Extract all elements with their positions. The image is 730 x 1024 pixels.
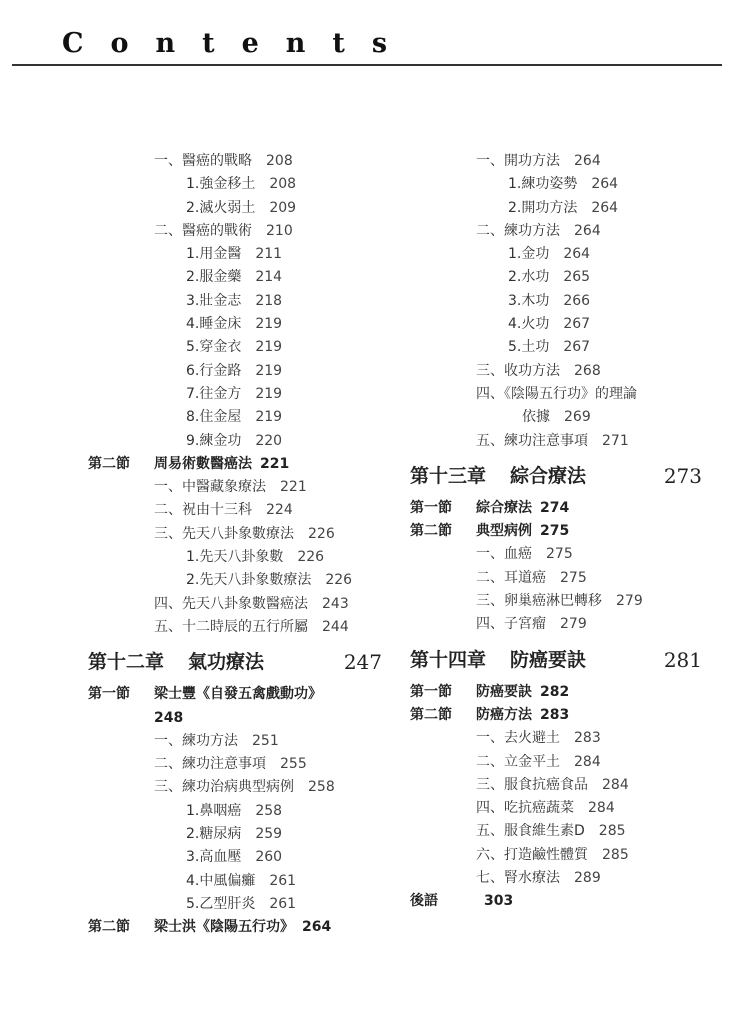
subitem-entry xyxy=(410,173,710,196)
entry-page: 275 xyxy=(560,569,587,586)
section-entry xyxy=(88,916,390,939)
entry-page: 218 xyxy=(255,292,283,309)
entry-title: 2.糖尿病 xyxy=(186,826,242,843)
entry-title: 一、去火避土 xyxy=(476,730,560,747)
entry-title: 三、服食抗癌食品 xyxy=(476,776,588,793)
entry-title: 一、血癌 xyxy=(476,546,532,563)
entry-page: 284 xyxy=(574,753,601,770)
section-label: 第二節 xyxy=(410,523,452,540)
section-title: 防癌方法 xyxy=(476,706,532,723)
entry-title: 2.滅火弱土 xyxy=(186,199,256,216)
section-label: 第一節 xyxy=(410,683,452,700)
item-entry xyxy=(410,150,710,173)
entry-page: 224 xyxy=(266,502,293,519)
entry-page: 265 xyxy=(563,269,591,286)
entry-page: 210 xyxy=(266,222,293,239)
entry-page: 258 xyxy=(255,802,283,819)
subitem-entry xyxy=(88,546,390,569)
entry-page: 285 xyxy=(598,823,626,840)
section-page: 221 xyxy=(260,455,290,472)
heading-rule xyxy=(12,64,722,66)
entry-page: 264 xyxy=(591,199,619,216)
section-label: 第一節 xyxy=(88,686,130,703)
item-entry xyxy=(410,867,710,890)
entry-page: 264 xyxy=(591,176,619,193)
entry-title: 1.鼻咽癌 xyxy=(186,802,242,819)
entry-title: 一、開功方法 xyxy=(476,153,560,169)
entry-title: 四、吃抗癌蔬菜 xyxy=(476,800,574,817)
entry-page: 267 xyxy=(563,339,591,356)
section-page: 248 xyxy=(154,709,184,726)
entry-title: 三、練功治病典型病例 xyxy=(154,779,294,796)
item-entry xyxy=(410,751,710,774)
entry-title: 1.強金移土 xyxy=(186,176,256,193)
entry-title: 五、練功注意事項 xyxy=(476,432,588,449)
subitem-entry xyxy=(88,823,390,846)
entry-page: 271 xyxy=(602,432,629,449)
entry-title: 2.服金藥 xyxy=(186,269,242,286)
item-entry xyxy=(410,567,710,590)
entry-title: 二、立金平土 xyxy=(476,753,560,770)
subitem-entry xyxy=(410,266,710,289)
item-entry xyxy=(88,753,390,776)
entry-page: 219 xyxy=(255,362,283,379)
entry-title: 4.睡金床 xyxy=(186,316,242,333)
entry-title: 一、練功方法 xyxy=(154,732,238,749)
chapter-label: 第十二章 xyxy=(88,651,165,674)
chapter-label: 第十三章 xyxy=(410,464,487,487)
subitem-entry xyxy=(88,336,390,359)
entry-page: 266 xyxy=(563,292,591,309)
section-label: 後語 xyxy=(410,893,438,910)
entry-page: 214 xyxy=(255,269,283,286)
subitem-entry xyxy=(88,870,390,893)
subitem-entry xyxy=(410,336,710,359)
entry-title: 6.行金路 xyxy=(186,362,242,379)
subitem-entry xyxy=(88,173,390,196)
chapter-heading xyxy=(410,459,710,493)
item-entry xyxy=(88,616,390,639)
subitem-entry xyxy=(88,430,390,453)
toc-right-column xyxy=(410,150,710,914)
subitem-entry xyxy=(88,383,390,406)
entry-page: 285 xyxy=(602,846,629,863)
entry-title: 二、祝由十三科 xyxy=(154,502,252,519)
entry-title: 2.開功方法 xyxy=(508,199,578,216)
item-entry xyxy=(88,499,390,522)
subitem-entry xyxy=(410,290,710,313)
item-entry xyxy=(410,543,710,566)
entry-title: 四、先天八卦象數醫癌法 xyxy=(154,595,308,612)
section-label: 第二節 xyxy=(410,706,452,723)
entry-title: 2.水功 xyxy=(508,269,550,286)
entry-page: 264 xyxy=(563,246,591,263)
entry-title: 9.練金功 xyxy=(186,432,242,449)
item-entry xyxy=(410,590,710,613)
entry-title: 3.木功 xyxy=(508,292,550,309)
entry-title: 1.用金醫 xyxy=(186,246,242,263)
entry-title: 三、卵巢癌淋巴轉移 xyxy=(476,593,602,610)
section-title: 梁士洪《陰陽五行功》 xyxy=(154,919,294,936)
chapter-page: 281 xyxy=(663,647,702,672)
entry-title: 五、服食維生素D xyxy=(476,823,585,840)
section-entry xyxy=(410,497,710,520)
item-entry xyxy=(88,776,390,799)
entry-title: 二、練功方法 xyxy=(476,222,560,239)
entry-page: 284 xyxy=(602,776,629,793)
section-page-continuation xyxy=(88,707,390,730)
entry-page: 219 xyxy=(255,316,283,333)
entry-title: 1.先天八卦象數 xyxy=(186,549,284,566)
entry-title: 3.壯金志 xyxy=(186,292,242,309)
entry-title: 3.高血壓 xyxy=(186,849,242,866)
entry-page: 283 xyxy=(574,730,601,747)
entry-page: 268 xyxy=(574,362,601,379)
entry-title: 四、子宮瘤 xyxy=(476,616,546,633)
section-entry xyxy=(410,520,710,543)
section-page: 282 xyxy=(540,683,570,700)
entry-page: 284 xyxy=(588,800,615,817)
entry-title: 三、收功方法 xyxy=(476,362,560,379)
entry-page: 279 xyxy=(616,593,643,610)
subitem-entry xyxy=(410,313,710,336)
entry-page: 243 xyxy=(322,595,349,612)
entry-title: 二、練功注意事項 xyxy=(154,756,266,773)
item-entry xyxy=(88,150,390,173)
section-entry xyxy=(410,890,710,913)
section-title: 周易術數醫癌法 xyxy=(154,455,252,472)
entry-page: 264 xyxy=(574,153,601,169)
section-entry xyxy=(88,683,390,706)
section-page: 274 xyxy=(540,499,570,516)
section-title: 梁士豐《自發五禽戲動功》 xyxy=(154,686,322,703)
entry-page: 267 xyxy=(563,316,591,333)
entry-page: 269 xyxy=(564,409,591,426)
entry-title: 依據 xyxy=(522,409,550,426)
entry-page: 289 xyxy=(574,870,601,887)
item-entry xyxy=(88,730,390,753)
section-title: 防癌要訣 xyxy=(476,683,532,700)
item-entry xyxy=(410,613,710,636)
entry-title: 7.往金方 xyxy=(186,385,242,402)
chapter-heading xyxy=(88,645,390,679)
section-page: 264 xyxy=(302,919,332,936)
item-entry xyxy=(410,774,710,797)
entry-title: 一、醫癌的戰略 xyxy=(154,153,252,169)
section-title: 典型病例 xyxy=(476,523,532,540)
item-entry xyxy=(410,406,710,429)
subitem-entry xyxy=(88,800,390,823)
chapter-page: 247 xyxy=(343,650,382,675)
entry-page: 261 xyxy=(269,895,297,912)
item-entry xyxy=(88,220,390,243)
entry-page: 208 xyxy=(269,176,297,193)
entry-title: 8.住金屋 xyxy=(186,409,242,426)
entry-title: 1.金功 xyxy=(508,246,550,263)
entry-title: 4.中風偏癱 xyxy=(186,872,256,889)
entry-page: 244 xyxy=(322,618,349,635)
subitem-entry xyxy=(88,569,390,592)
entry-page: 259 xyxy=(255,826,283,843)
entry-title: 5.穿金衣 xyxy=(186,339,242,356)
entry-page: 264 xyxy=(574,222,601,239)
section-label: 第二節 xyxy=(88,919,130,936)
subitem-entry xyxy=(88,893,390,916)
subitem-entry xyxy=(88,290,390,313)
subitem-entry xyxy=(88,406,390,429)
entry-page: 226 xyxy=(308,525,335,542)
entry-title: 1.練功姿勢 xyxy=(508,176,578,193)
subitem-entry xyxy=(88,266,390,289)
entry-page: 219 xyxy=(255,385,283,402)
entry-title: 2.先天八卦象數療法 xyxy=(186,572,312,589)
entry-page: 260 xyxy=(255,849,283,866)
item-entry xyxy=(88,593,390,616)
chapter-label: 第十四章 xyxy=(410,648,487,671)
item-entry xyxy=(410,383,710,406)
entry-page: 275 xyxy=(546,546,573,563)
subitem-entry xyxy=(88,243,390,266)
entry-title: 三、先天八卦象數療法 xyxy=(154,525,294,542)
item-entry xyxy=(410,430,710,453)
subitem-entry xyxy=(410,243,710,266)
entry-page: 251 xyxy=(252,732,279,749)
entry-page: 279 xyxy=(560,616,587,633)
entry-page: 219 xyxy=(255,339,283,356)
subitem-entry xyxy=(88,846,390,869)
section-page: 283 xyxy=(540,706,570,723)
chapter-title: 綜合療法 xyxy=(510,464,587,487)
section-entry xyxy=(410,704,710,727)
section-label: 第二節 xyxy=(88,455,130,472)
chapter-page: 273 xyxy=(663,463,702,488)
entry-page: 255 xyxy=(280,756,307,773)
item-entry xyxy=(410,844,710,867)
item-entry xyxy=(410,220,710,243)
entry-page: 220 xyxy=(255,432,283,449)
item-entry xyxy=(410,797,710,820)
entry-page: 221 xyxy=(280,479,307,496)
item-entry xyxy=(88,523,390,546)
section-entry xyxy=(410,681,710,704)
entry-title: 七、腎水療法 xyxy=(476,870,560,887)
entry-title: 五、十二時辰的五行所屬 xyxy=(154,618,308,635)
section-page: 303 xyxy=(484,893,514,910)
section-entry xyxy=(88,453,390,476)
entry-page: 209 xyxy=(269,199,297,216)
entry-page: 258 xyxy=(308,779,335,796)
item-entry xyxy=(410,820,710,843)
entry-title: 二、耳道癌 xyxy=(476,569,546,586)
entry-page: 219 xyxy=(255,409,283,426)
subitem-entry xyxy=(88,360,390,383)
entry-title: 一、中醫藏象療法 xyxy=(154,479,266,496)
entry-title: 二、醫癌的戰術 xyxy=(154,222,252,239)
entry-page: 208 xyxy=(266,153,293,169)
entry-page: 211 xyxy=(255,246,283,263)
item-entry xyxy=(88,476,390,499)
entry-page: 261 xyxy=(269,872,297,889)
entry-title: 四、《陰陽五行功》的理論 xyxy=(476,385,637,402)
chapter-title: 防癌要訣 xyxy=(510,648,587,671)
item-entry xyxy=(410,360,710,383)
entry-page: 226 xyxy=(297,549,325,566)
entry-title: 5.土功 xyxy=(508,339,550,356)
contents-heading: Contents xyxy=(62,28,415,59)
toc-left-column xyxy=(88,150,390,940)
subitem-entry xyxy=(88,197,390,220)
entry-title: 4.火功 xyxy=(508,316,550,333)
entry-page: 226 xyxy=(325,572,353,589)
section-title: 綜合療法 xyxy=(476,499,532,516)
subitem-entry xyxy=(410,197,710,220)
subitem-entry xyxy=(88,313,390,336)
section-label: 第一節 xyxy=(410,499,452,516)
entry-title: 六、打造鹼性體質 xyxy=(476,846,588,863)
chapter-title: 氣功療法 xyxy=(188,651,265,674)
entry-title: 5.乙型肝炎 xyxy=(186,895,256,912)
section-page: 275 xyxy=(540,523,570,540)
chapter-heading xyxy=(410,643,710,677)
item-entry xyxy=(410,727,710,750)
